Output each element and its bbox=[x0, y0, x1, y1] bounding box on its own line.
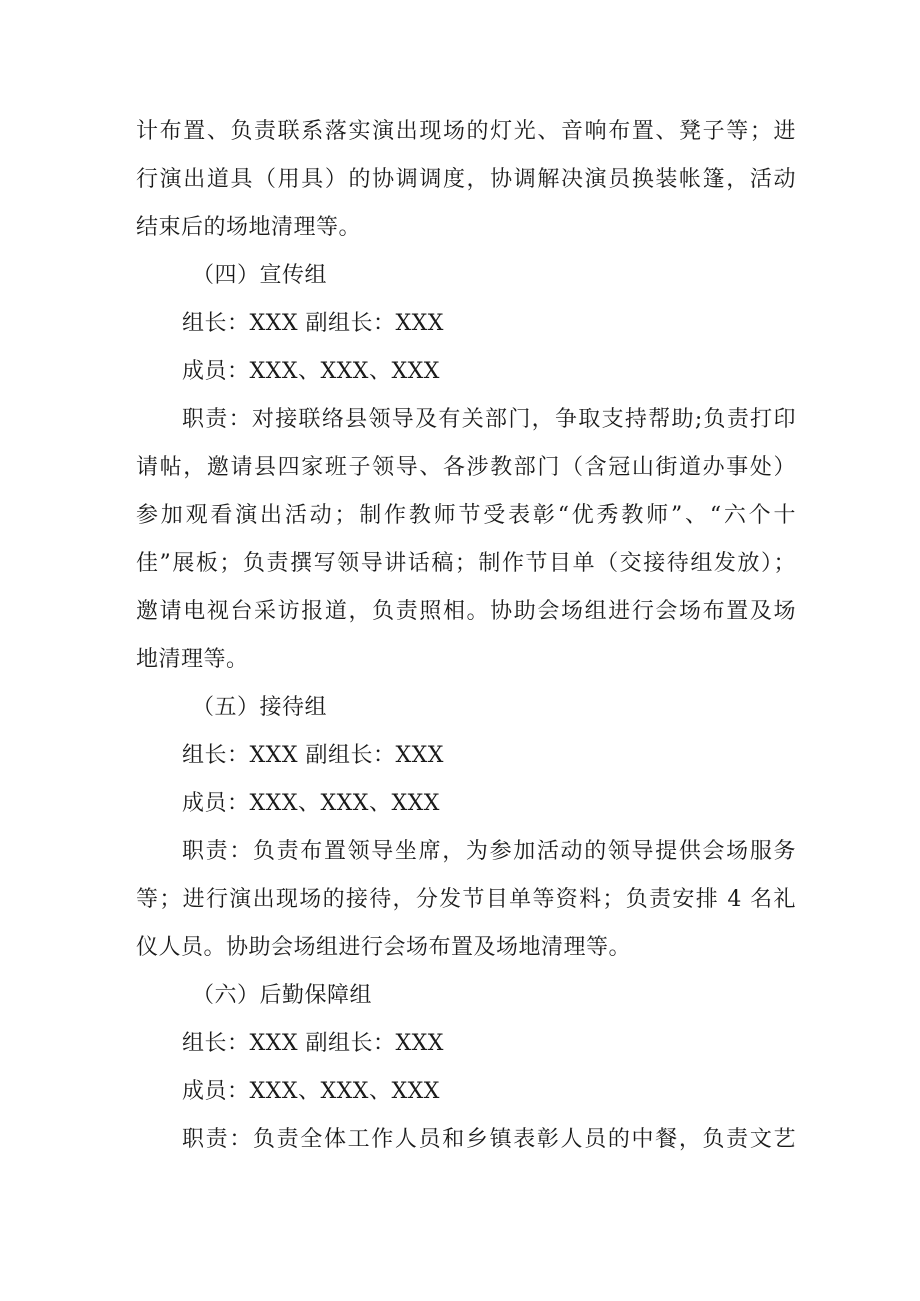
duty-line: 职责：对接联络县领导及有关部门，争取支持帮助;负责打印 bbox=[182, 407, 796, 432]
paragraph-line: 行演出道具（用具）的协调调度，协调解决演员换装帐篷，活动 bbox=[136, 167, 796, 192]
section-heading: （四）宣传组 bbox=[192, 263, 328, 288]
section-heading: （六）后勤保障组 bbox=[192, 983, 373, 1008]
leaders-line: 组长：XXX 副组长：XXX bbox=[182, 1031, 444, 1056]
leaders-line: 组长：XXX 副组长：XXX bbox=[182, 743, 444, 768]
members-line: 成员：XXX、XXX、XXX bbox=[182, 791, 440, 816]
document-page bbox=[136, 108, 796, 1164]
duty-line: 职责：负责全体工作人员和乡镇表彰人员的中餐，负责文艺 bbox=[182, 1127, 796, 1152]
duty-line: 等；进行演出现场的接待，分发节目单等资料；负责安排 4 名礼 bbox=[136, 887, 796, 912]
duty-line: 参加观看演出活动；制作教师节受表彰“优秀教师”、“六个十 bbox=[136, 503, 796, 528]
paragraph-line: 计布置、负责联系落实演出现场的灯光、音响布置、凳子等；进 bbox=[136, 119, 796, 144]
duty-line: 邀请电视台采访报道，负责照相。协助会场组进行会场布置及场 bbox=[136, 599, 796, 624]
duty-line: 职责：负责布置领导坐席，为参加活动的领导提供会场服务 bbox=[182, 839, 796, 864]
leaders-line: 组长：XXX 副组长：XXX bbox=[182, 311, 444, 336]
section-heading: （五）接待组 bbox=[192, 695, 328, 720]
duty-line: 地清理等。 bbox=[136, 647, 249, 672]
paragraph-line: 结束后的场地清理等。 bbox=[136, 215, 362, 240]
members-line: 成员：XXX、XXX、XXX bbox=[182, 359, 440, 384]
duty-line: 仪人员。协助会场组进行会场布置及场地清理等。 bbox=[136, 935, 632, 960]
duty-line: 请帖，邀请县四家班子领导、各涉教部门（含冠山街道办事处） bbox=[136, 455, 796, 480]
duty-line: 佳”展板；负责撰写领导讲话稿；制作节目单（交接待组发放）； bbox=[136, 551, 796, 576]
members-line: 成员：XXX、XXX、XXX bbox=[182, 1079, 440, 1104]
